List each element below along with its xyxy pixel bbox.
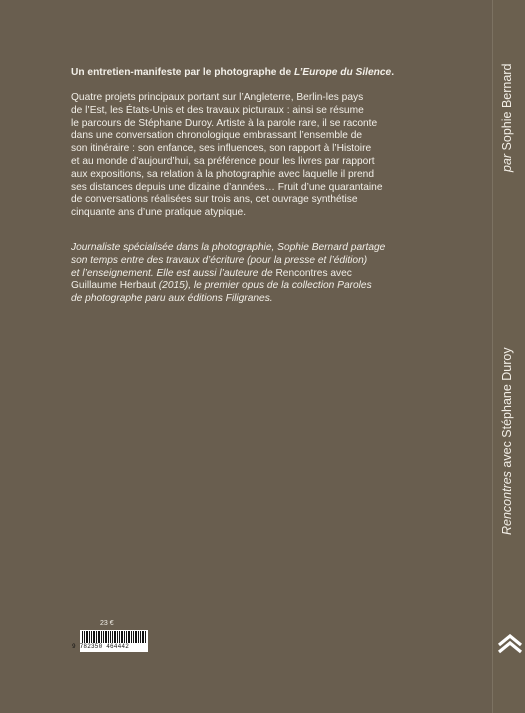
bio-text: (2015), le premier opus de la collection Paroles <box>155 280 372 292</box>
bio-text: et l’enseignement. Elle est aussi l’auteure de <box>71 267 276 279</box>
bio-line: de photographe paru aux éditions Filigranes. <box>71 293 273 305</box>
bio-line <box>71 280 406 293</box>
bio-book-title-cont: Guillaume Herbaut <box>71 280 156 292</box>
spine-title-italic: Rencontres <box>500 471 514 535</box>
spine-author <box>500 64 514 172</box>
bio-line: son temps entre des travaux d’écriture (pour la presse et l’édition) <box>71 254 368 266</box>
barcode-bars <box>82 631 146 643</box>
headline-book-title: L’Europe du Silence <box>294 67 392 78</box>
double-chevron-up-icon <box>497 634 523 654</box>
spine-author-prefix: par <box>500 153 514 172</box>
summary-line: ses distances depuis une dizaine d’années… Fruit d’une quarantaine <box>71 181 383 193</box>
spine-title <box>500 347 514 535</box>
summary-line: de l’Est, les États-Unis et des travaux picturaux : ainsi se résume <box>71 104 364 116</box>
headline <box>71 66 411 79</box>
isbn-digits: 9 782350 464442 <box>72 643 130 650</box>
summary-line: son itinéraire : son enfance, ses influences, son rapport à l’Histoire <box>71 143 372 155</box>
summary-line: le parcours de Stéphane Duroy. Artiste à la parole rare, il se raconte <box>71 117 378 129</box>
summary-line: cinquante ans d’une pratique atypique. <box>71 207 247 219</box>
bio-book-title: Rencontres <box>275 267 328 279</box>
summary-line: de conversations réalisées sur trois ans, cet ouvrage synthétise <box>71 194 358 206</box>
price-label: 23 € <box>100 620 114 627</box>
summary-line: dans une conversation chronologique embrassant l’ensemble de <box>71 130 363 142</box>
summary-text <box>71 92 406 220</box>
headline-suffix: . <box>391 67 395 78</box>
bio-line <box>71 268 406 281</box>
summary-line: Quatre projets principaux portant sur l’Angleterre, Berlin-les pays <box>71 92 364 103</box>
headline-prefix: Un entretien-manifeste par le photographe de <box>71 67 295 78</box>
bio-line: Journaliste spécialisée dans la photographie, Sophie Bernard partage <box>71 242 386 253</box>
author-bio <box>71 242 406 306</box>
spine-author-name: Sophie Bernard <box>500 63 514 154</box>
bio-text: avec <box>327 267 352 279</box>
summary-line: et au monde d’aujourd’hui, sa préférence pour les livres par rapport <box>71 155 375 167</box>
spine-title-rest: avec Stéphane Duroy <box>500 347 514 472</box>
summary-line: aux expositions, sa relation à la photographie avec laquelle il prend <box>71 168 374 180</box>
